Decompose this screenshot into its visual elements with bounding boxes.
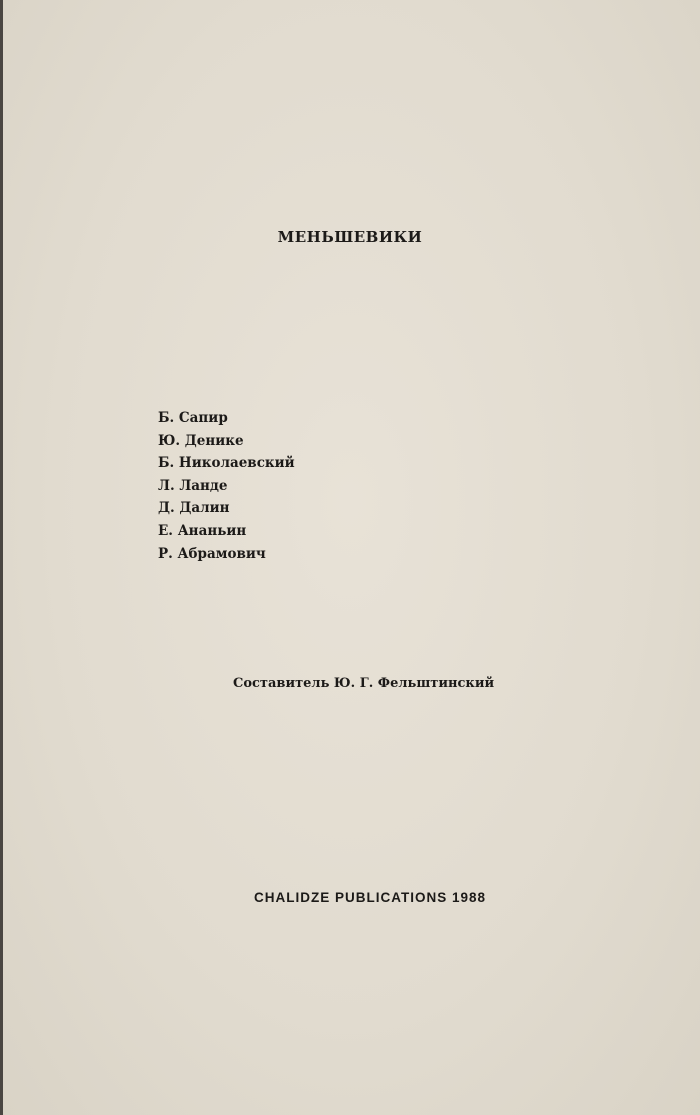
book-title: МЕНЬШЕВИКИ bbox=[277, 228, 423, 246]
author-name: Р. Абрамович bbox=[158, 545, 266, 562]
author-list bbox=[158, 407, 295, 565]
compiler-credit: Составитель Ю. Г. Фельштинский bbox=[233, 676, 495, 691]
author-name: Е. Ананьин bbox=[158, 522, 247, 539]
author-name: Д. Далин bbox=[158, 500, 230, 517]
author-name: Б. Сапир bbox=[158, 410, 228, 426]
publisher-imprint: CHALIDZE PUBLICATIONS 1988 bbox=[253, 890, 487, 905]
author-name: Б. Николаевский bbox=[158, 455, 295, 472]
book-spine-edge bbox=[0, 0, 3, 1115]
author-name: Ю. Денике bbox=[158, 432, 244, 449]
author-name: Л. Ланде bbox=[158, 477, 228, 494]
